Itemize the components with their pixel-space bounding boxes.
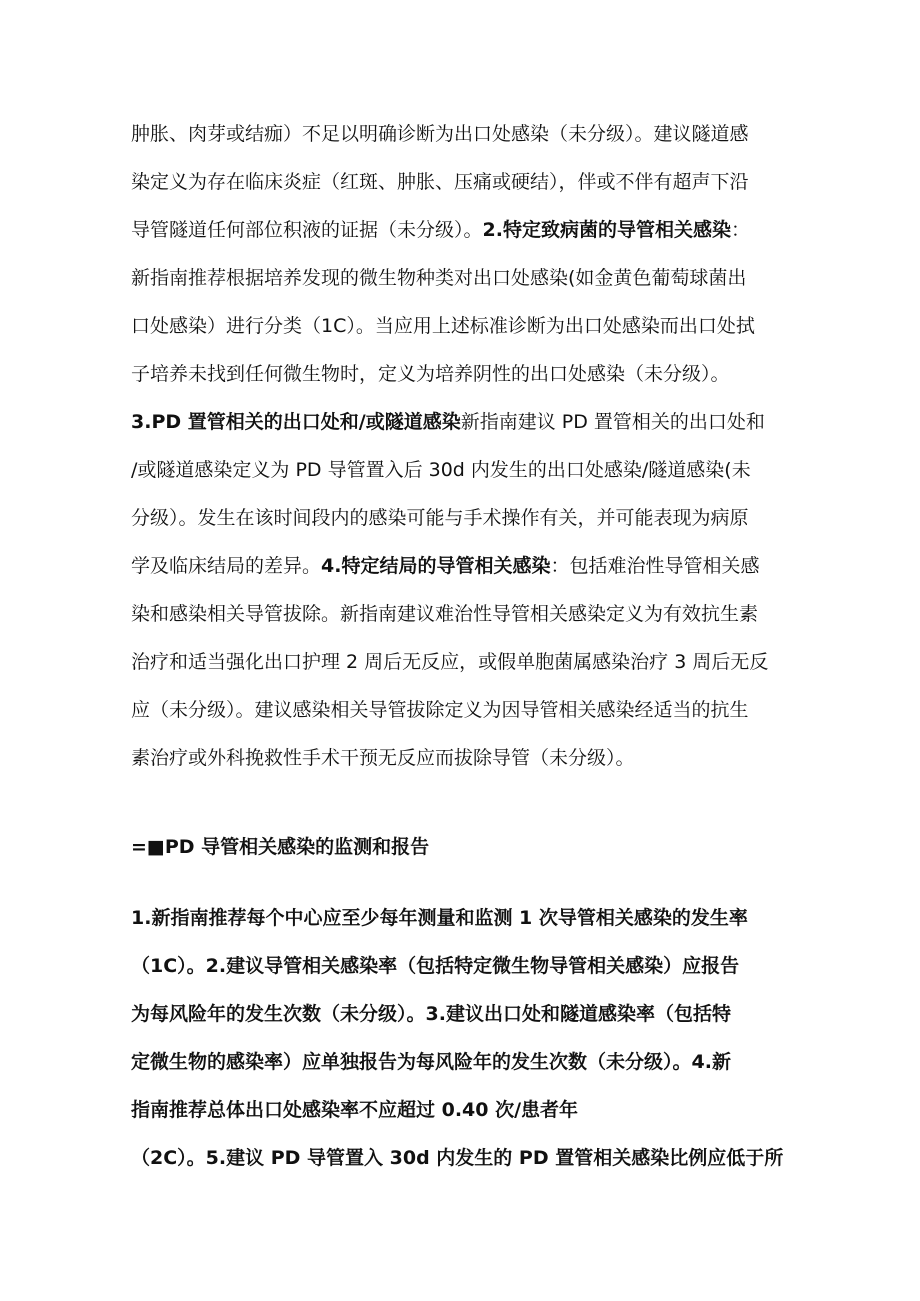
text-line: 素治疗或外科挽救性手术干预无反应而拔除导管（未分级）。 <box>131 747 635 769</box>
text-run: 新指南建议 PD 置管相关的出口处和 <box>460 411 765 433</box>
text-line: 治疗和适当强化出口护理 2 周后无反应，或假单胞菌属感染治疗 3 周后无反 <box>131 651 769 673</box>
subheading-specific-outcome: 4.特定结局的导管相关感染 <box>321 555 551 577</box>
section-heading: =■PD 导管相关感染的监测和报告 <box>131 836 430 858</box>
text-line: 染和感染相关导管拔除。新指南建议难治性导管相关感染定义为有效抗生素 <box>131 603 759 625</box>
text-line: 新指南推荐根据培养发现的微生物种类对出口处感染(如金黄色葡萄球菌出 <box>131 267 747 289</box>
text-run: 导管隧道任何部位积液的证据（未分级）。 <box>131 219 483 241</box>
text-line: （1C）。2.建议导管相关感染率（包括特定微生物导管相关感染）应报告 <box>131 955 740 977</box>
text-line: 分级）。发生在该时间段内的感染可能与手术操作有关，并可能表现为病原 <box>131 507 749 529</box>
text-line: 口处感染）进行分类（1C）。当应用上述标准诊断为出口处感染而出口处拭 <box>131 315 755 337</box>
text-line: （2C）。5.建议 PD 导管置入 30d 内发生的 PD 置管相关感染比例应低于所 <box>131 1147 784 1169</box>
text-run: ： <box>730 219 750 241</box>
text-line: 染定义为存在临床炎症（红斑、肿胀、压痛或硬结），伴或不伴有超声下沿 <box>131 171 749 193</box>
text-line: 指南推荐总体出口处感染率不应超过 0.40 次/患者年 <box>131 1099 579 1121</box>
text-line: /或隧道感染定义为 PD 导管置入后 30d 内发生的出口处感染/隧道感染(未 <box>131 459 751 481</box>
text-line: 应（未分级）。建议感染相关导管拔除定义为因导管相关感染经适当的抗生 <box>131 699 749 721</box>
text-line: 为每风险年的发生次数（未分级）。3.建议出口处和隧道感染率（包括特 <box>131 1003 731 1025</box>
text-run: ：包括难治性导管相关感 <box>550 555 760 577</box>
text-line <box>131 218 811 242</box>
subheading-specific-pathogen: 2.特定致病菌的导管相关感染 <box>482 219 731 241</box>
text-line: 定微生物的感染率）应单独报告为每风险年的发生次数（未分级）。4.新 <box>131 1051 731 1073</box>
subheading-pd-catheter-insertion: 3.PD 置管相关的出口处和/或隧道感染 <box>131 411 461 433</box>
text-line: 肿胀、肉芽或结痂）不足以明确诊断为出口处感染（未分级）。建议隧道感 <box>131 123 749 145</box>
text-line <box>131 410 811 434</box>
text-line: 子培养未找到任何微生物时，定义为培养阴性的出口处感染（未分级）。 <box>131 363 730 385</box>
text-line: 1.新指南推荐每个中心应至少每年测量和监测 1 次导管相关感染的发生率 <box>131 907 748 929</box>
text-line <box>131 554 811 578</box>
text-run: 学及临床结局的差异。 <box>131 555 322 577</box>
